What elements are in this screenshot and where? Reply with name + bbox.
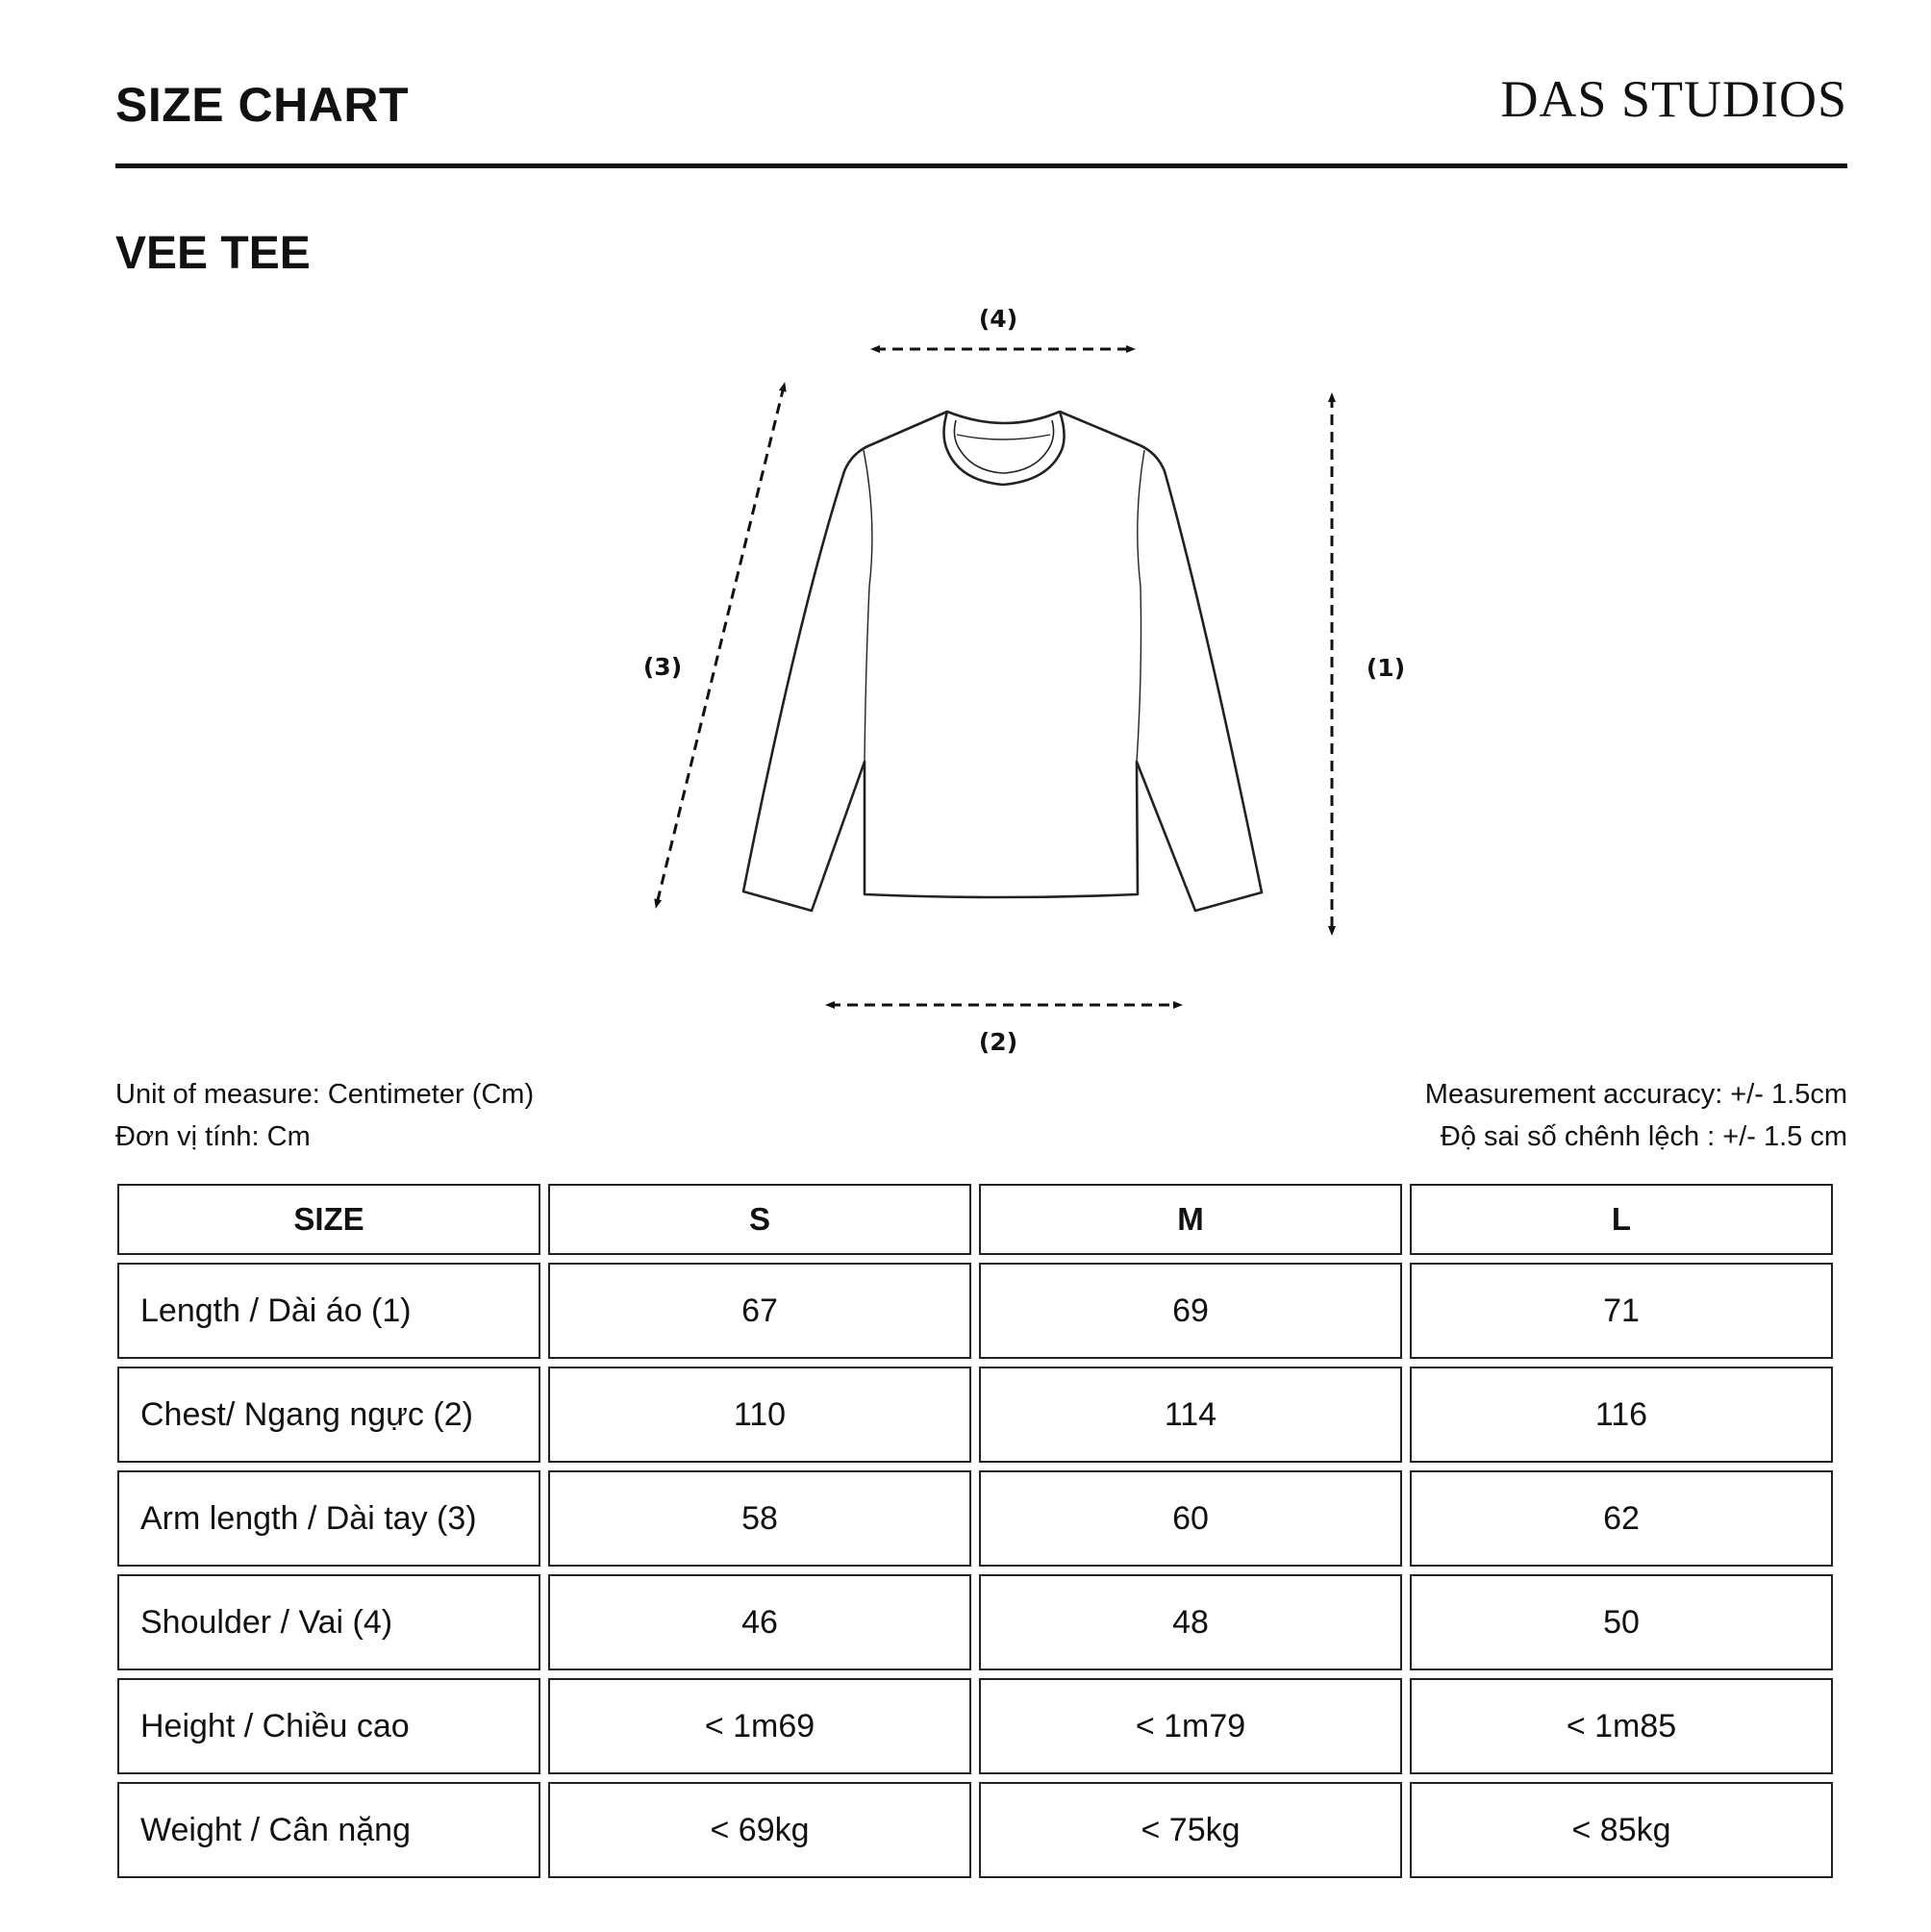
- table-cell: 60: [979, 1470, 1402, 1567]
- row-label-weight: Weight / Cân nặng: [117, 1782, 540, 1878]
- chest-label: (2): [978, 1028, 1018, 1056]
- row-label-length: Length / Dài áo (1): [117, 1263, 540, 1359]
- header-cell-s: S: [548, 1184, 971, 1255]
- arm-length-arrow-icon: [657, 387, 784, 904]
- brand-logo: DAS STUDIOS: [1500, 70, 1847, 128]
- table-row: [117, 1574, 1833, 1670]
- header-cell-m: M: [979, 1184, 1402, 1255]
- table-row: [117, 1782, 1833, 1878]
- table-header-row: [117, 1184, 1833, 1255]
- row-label-shoulder: Shoulder / Vai (4): [117, 1574, 540, 1670]
- table-cell: < 1m69: [548, 1678, 971, 1774]
- product-name: VEE TEE: [115, 228, 311, 279]
- arm-length-label: (3): [642, 653, 683, 681]
- accuracy-note-vi: Độ sai số chênh lệch : +/- 1.5 cm: [1440, 1121, 1847, 1152]
- table-cell: 46: [548, 1574, 971, 1670]
- row-label-arm-length: Arm length / Dài tay (3): [117, 1470, 540, 1567]
- table-cell: < 1m85: [1410, 1678, 1833, 1774]
- header-cell-l: L: [1410, 1184, 1833, 1255]
- table-row: [117, 1470, 1833, 1567]
- accuracy-note-en: Measurement accuracy: +/- 1.5cm: [1424, 1079, 1847, 1110]
- table-cell: 50: [1410, 1574, 1833, 1670]
- table-cell: 67: [548, 1263, 971, 1359]
- table-cell: < 1m79: [979, 1678, 1402, 1774]
- table-cell: 71: [1410, 1263, 1833, 1359]
- table-cell: 110: [548, 1367, 971, 1463]
- table-cell: 114: [979, 1367, 1402, 1463]
- row-label-height: Height / Chiều cao: [117, 1678, 540, 1774]
- table-cell: 62: [1410, 1470, 1833, 1567]
- shoulder-label: (4): [978, 305, 1018, 333]
- table-cell: 58: [548, 1470, 971, 1567]
- row-label-chest: Chest/ Ngang ngực (2): [117, 1367, 540, 1463]
- table-cell: 69: [979, 1263, 1402, 1359]
- table-cell: < 75kg: [979, 1782, 1402, 1878]
- table-cell: 48: [979, 1574, 1402, 1670]
- table-row: [117, 1678, 1833, 1774]
- table-cell: 116: [1410, 1367, 1833, 1463]
- unit-note-vi: Đơn vị tính: Cm: [115, 1121, 311, 1152]
- page-title: SIZE CHART: [115, 78, 409, 132]
- length-label: (1): [1366, 654, 1406, 682]
- unit-note-en: Unit of measure: Centimeter (Cm): [115, 1079, 535, 1110]
- table-row: [117, 1263, 1833, 1359]
- header-cell-size: SIZE: [117, 1184, 540, 1255]
- table-row: [117, 1367, 1833, 1463]
- table-cell: < 69kg: [548, 1782, 971, 1878]
- size-table: [110, 1176, 1841, 1886]
- tshirt-outline-icon: [743, 412, 1262, 911]
- table-cell: < 85kg: [1410, 1782, 1833, 1878]
